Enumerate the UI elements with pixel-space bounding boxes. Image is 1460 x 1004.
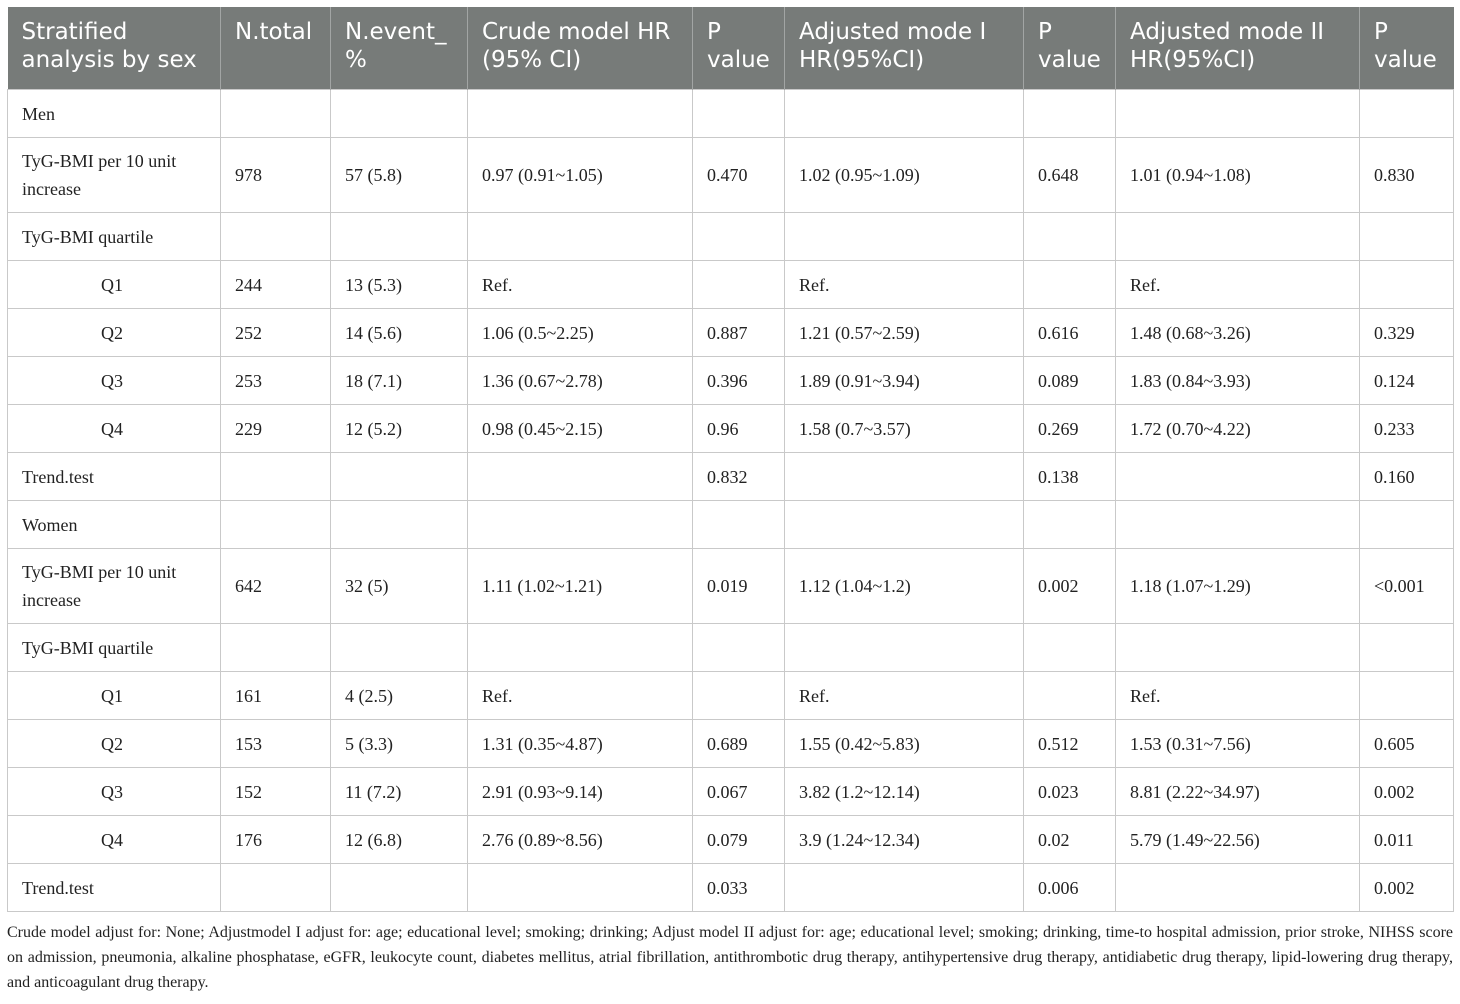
table-row (8, 453, 1454, 501)
table-row (8, 864, 1454, 912)
table-cell: 57 (5.8) (331, 138, 468, 213)
table-cell: 229 (221, 405, 331, 453)
table-cell: 0.002 (1024, 549, 1116, 624)
header-n-event: N.event_ % (331, 7, 468, 90)
table-cell (1360, 672, 1454, 720)
table-cell (221, 624, 331, 672)
table-cell: 0.605 (1360, 720, 1454, 768)
table-row (8, 213, 1454, 261)
table-cell: 1.55 (0.42~5.83) (785, 720, 1024, 768)
table-cell (331, 624, 468, 672)
table-cell: 0.396 (693, 357, 785, 405)
table-cell: 5 (3.3) (331, 720, 468, 768)
header-p-value-adj1: P value (1024, 7, 1116, 90)
table-cell: TyG-BMI quartile (8, 213, 221, 261)
table-cell: 8.81 (2.22~34.97) (1116, 768, 1360, 816)
table-cell (693, 90, 785, 138)
table-cell (468, 864, 693, 912)
table-cell (221, 213, 331, 261)
table-cell: 244 (221, 261, 331, 309)
header-crude-model: Crude model HR (95% CI) (468, 7, 693, 90)
table-cell: 2.76 (0.89~8.56) (468, 816, 693, 864)
table-cell (785, 864, 1024, 912)
table-cell: 0.269 (1024, 405, 1116, 453)
table-cell (1116, 453, 1360, 501)
table-cell (1360, 501, 1454, 549)
table-cell: Q4 (8, 816, 221, 864)
table-cell: Q1 (8, 672, 221, 720)
table-row (8, 405, 1454, 453)
table-row (8, 816, 1454, 864)
table-cell: 18 (7.1) (331, 357, 468, 405)
table-cell: 1.02 (0.95~1.09) (785, 138, 1024, 213)
table-cell (1024, 501, 1116, 549)
table-cell: 3.82 (1.2~12.14) (785, 768, 1024, 816)
table-row (8, 90, 1454, 138)
table-footnote: Crude model adjust for: None; Adjustmodel I adjust for: age; educational level; smoking; drinking; Adjust model II adjust for: age; educational level; smoking; drinking, time-to hospital admission, prior stroke, NIHSS score on admission, pneumonia, alkaline phosphatase, eGFR, leukocyte count, diabetes mellitus, atrial fibrillation, antithrombotic drug therapy, antihypertensive drug therapy, antidiabetic drug therapy, lipid-lowering drug therapy, and anticoagulant drug therapy. (7, 924, 1453, 991)
table-cell (693, 672, 785, 720)
table-row (8, 720, 1454, 768)
table-cell: 978 (221, 138, 331, 213)
table-body (8, 90, 1454, 912)
table-cell: Women (8, 501, 221, 549)
table-cell: Q2 (8, 720, 221, 768)
table-cell (1024, 672, 1116, 720)
table-cell (1116, 213, 1360, 261)
table-cell (468, 213, 693, 261)
table-row (8, 672, 1454, 720)
table-row (8, 138, 1454, 213)
table-cell: Men (8, 90, 221, 138)
table-cell (221, 864, 331, 912)
table-cell: Trend.test (8, 453, 221, 501)
table-cell: 1.72 (0.70~4.22) (1116, 405, 1360, 453)
table-cell: TyG-BMI quartile (8, 624, 221, 672)
table-cell: 1.12 (1.04~1.2) (785, 549, 1024, 624)
table-cell: 0.160 (1360, 453, 1454, 501)
table-cell: 0.470 (693, 138, 785, 213)
table-cell: 0.689 (693, 720, 785, 768)
table-cell: 13 (5.3) (331, 261, 468, 309)
table-cell: 0.002 (1360, 864, 1454, 912)
table-cell: 0.233 (1360, 405, 1454, 453)
table-cell (785, 501, 1024, 549)
table-cell: Ref. (468, 261, 693, 309)
table-cell: 0.002 (1360, 768, 1454, 816)
table-cell: 253 (221, 357, 331, 405)
table-cell: 152 (221, 768, 331, 816)
table-cell: <0.001 (1360, 549, 1454, 624)
table-cell: 32 (5) (331, 549, 468, 624)
table-cell: 11 (7.2) (331, 768, 468, 816)
table-cell: 0.329 (1360, 309, 1454, 357)
table-cell (1360, 261, 1454, 309)
table-cell (1024, 624, 1116, 672)
table-cell: 1.18 (1.07~1.29) (1116, 549, 1360, 624)
table-row (8, 261, 1454, 309)
table-cell: 2.91 (0.93~9.14) (468, 768, 693, 816)
table-cell: 1.11 (1.02~1.21) (468, 549, 693, 624)
table-cell: 1.89 (0.91~3.94) (785, 357, 1024, 405)
table-cell: Q2 (8, 309, 221, 357)
table-cell: 1.01 (0.94~1.08) (1116, 138, 1360, 213)
table-cell (1024, 90, 1116, 138)
header-stratified-analysis: Stratified analysis by sex (8, 7, 221, 90)
table-cell: 0.089 (1024, 357, 1116, 405)
table-cell (221, 90, 331, 138)
table-cell: 0.019 (693, 549, 785, 624)
table-cell: Q3 (8, 768, 221, 816)
table-cell: 642 (221, 549, 331, 624)
table-cell (785, 453, 1024, 501)
table-cell (468, 624, 693, 672)
table-cell (1116, 90, 1360, 138)
table-cell: 0.98 (0.45~2.15) (468, 405, 693, 453)
table-cell: Ref. (785, 672, 1024, 720)
table-cell (331, 501, 468, 549)
table-cell: Ref. (1116, 261, 1360, 309)
table-cell: 161 (221, 672, 331, 720)
table-row (8, 549, 1454, 624)
stratified-analysis-table (7, 7, 1454, 912)
table-cell (785, 213, 1024, 261)
table-cell: Q4 (8, 405, 221, 453)
table-row (8, 624, 1454, 672)
table-cell: 1.21 (0.57~2.59) (785, 309, 1024, 357)
table-cell (1116, 864, 1360, 912)
table-cell (1024, 213, 1116, 261)
table-cell: 1.48 (0.68~3.26) (1116, 309, 1360, 357)
table-cell: 0.832 (693, 453, 785, 501)
table-cell (785, 624, 1024, 672)
table-cell: 176 (221, 816, 331, 864)
table-cell: 1.83 (0.84~3.93) (1116, 357, 1360, 405)
table-cell (221, 453, 331, 501)
table-cell (331, 213, 468, 261)
table-cell: 1.06 (0.5~2.25) (468, 309, 693, 357)
table-row (8, 768, 1454, 816)
table-row (8, 357, 1454, 405)
table-cell (468, 453, 693, 501)
table-cell: 4 (2.5) (331, 672, 468, 720)
table-cell: 12 (5.2) (331, 405, 468, 453)
table-cell: 0.648 (1024, 138, 1116, 213)
table-cell: Ref. (1116, 672, 1360, 720)
table-cell: 0.887 (693, 309, 785, 357)
table-cell: Q3 (8, 357, 221, 405)
table-cell (693, 624, 785, 672)
table-cell: 1.36 (0.67~2.78) (468, 357, 693, 405)
table-cell (331, 864, 468, 912)
header-n-total: N.total (221, 7, 331, 90)
table-cell: 0.033 (693, 864, 785, 912)
table-cell: Q1 (8, 261, 221, 309)
table-cell: 0.138 (1024, 453, 1116, 501)
header-p-value-crude: P value (693, 7, 785, 90)
table-cell: 1.53 (0.31~7.56) (1116, 720, 1360, 768)
table-cell: Ref. (785, 261, 1024, 309)
table-cell: 0.97 (0.91~1.05) (468, 138, 693, 213)
table-cell (1360, 90, 1454, 138)
table-cell (1360, 624, 1454, 672)
table-cell: 1.31 (0.35~4.87) (468, 720, 693, 768)
table-cell: 0.830 (1360, 138, 1454, 213)
table-cell: 0.023 (1024, 768, 1116, 816)
table-cell: 0.011 (1360, 816, 1454, 864)
table-cell (693, 261, 785, 309)
table-cell: Ref. (468, 672, 693, 720)
results-table-container (7, 7, 1453, 995)
header-row (8, 7, 1454, 90)
table-cell (693, 501, 785, 549)
table-row (8, 501, 1454, 549)
table-cell: 14 (5.6) (331, 309, 468, 357)
table-cell: TyG-BMI per 10 unit increase (8, 549, 221, 624)
table-cell: TyG-BMI per 10 unit increase (8, 138, 221, 213)
table-cell: 1.58 (0.7~3.57) (785, 405, 1024, 453)
table-cell (468, 90, 693, 138)
table-cell (1360, 213, 1454, 261)
table-cell: 0.067 (693, 768, 785, 816)
table-cell (693, 213, 785, 261)
table-cell (331, 453, 468, 501)
table-cell: 0.006 (1024, 864, 1116, 912)
table-cell: 0.02 (1024, 816, 1116, 864)
table-cell: 0.079 (693, 816, 785, 864)
table-cell: 252 (221, 309, 331, 357)
table-cell (468, 501, 693, 549)
header-adjusted-model-1: Adjusted mode I HR(95%CI) (785, 7, 1024, 90)
table-cell: Trend.test (8, 864, 221, 912)
table-row (8, 309, 1454, 357)
header-adjusted-model-2: Adjusted mode II HR(95%CI) (1116, 7, 1360, 90)
table-cell: 5.79 (1.49~22.56) (1116, 816, 1360, 864)
table-cell: 0.124 (1360, 357, 1454, 405)
table-cell (1116, 501, 1360, 549)
table-cell: 153 (221, 720, 331, 768)
table-cell: 0.512 (1024, 720, 1116, 768)
table-cell: 0.616 (1024, 309, 1116, 357)
table-cell (1116, 624, 1360, 672)
table-cell (221, 501, 331, 549)
table-cell (785, 90, 1024, 138)
table-cell: 3.9 (1.24~12.34) (785, 816, 1024, 864)
table-cell (331, 90, 468, 138)
header-p-value-adj2: P value (1360, 7, 1454, 90)
table-cell (1024, 261, 1116, 309)
table-cell: 0.96 (693, 405, 785, 453)
table-cell: 12 (6.8) (331, 816, 468, 864)
